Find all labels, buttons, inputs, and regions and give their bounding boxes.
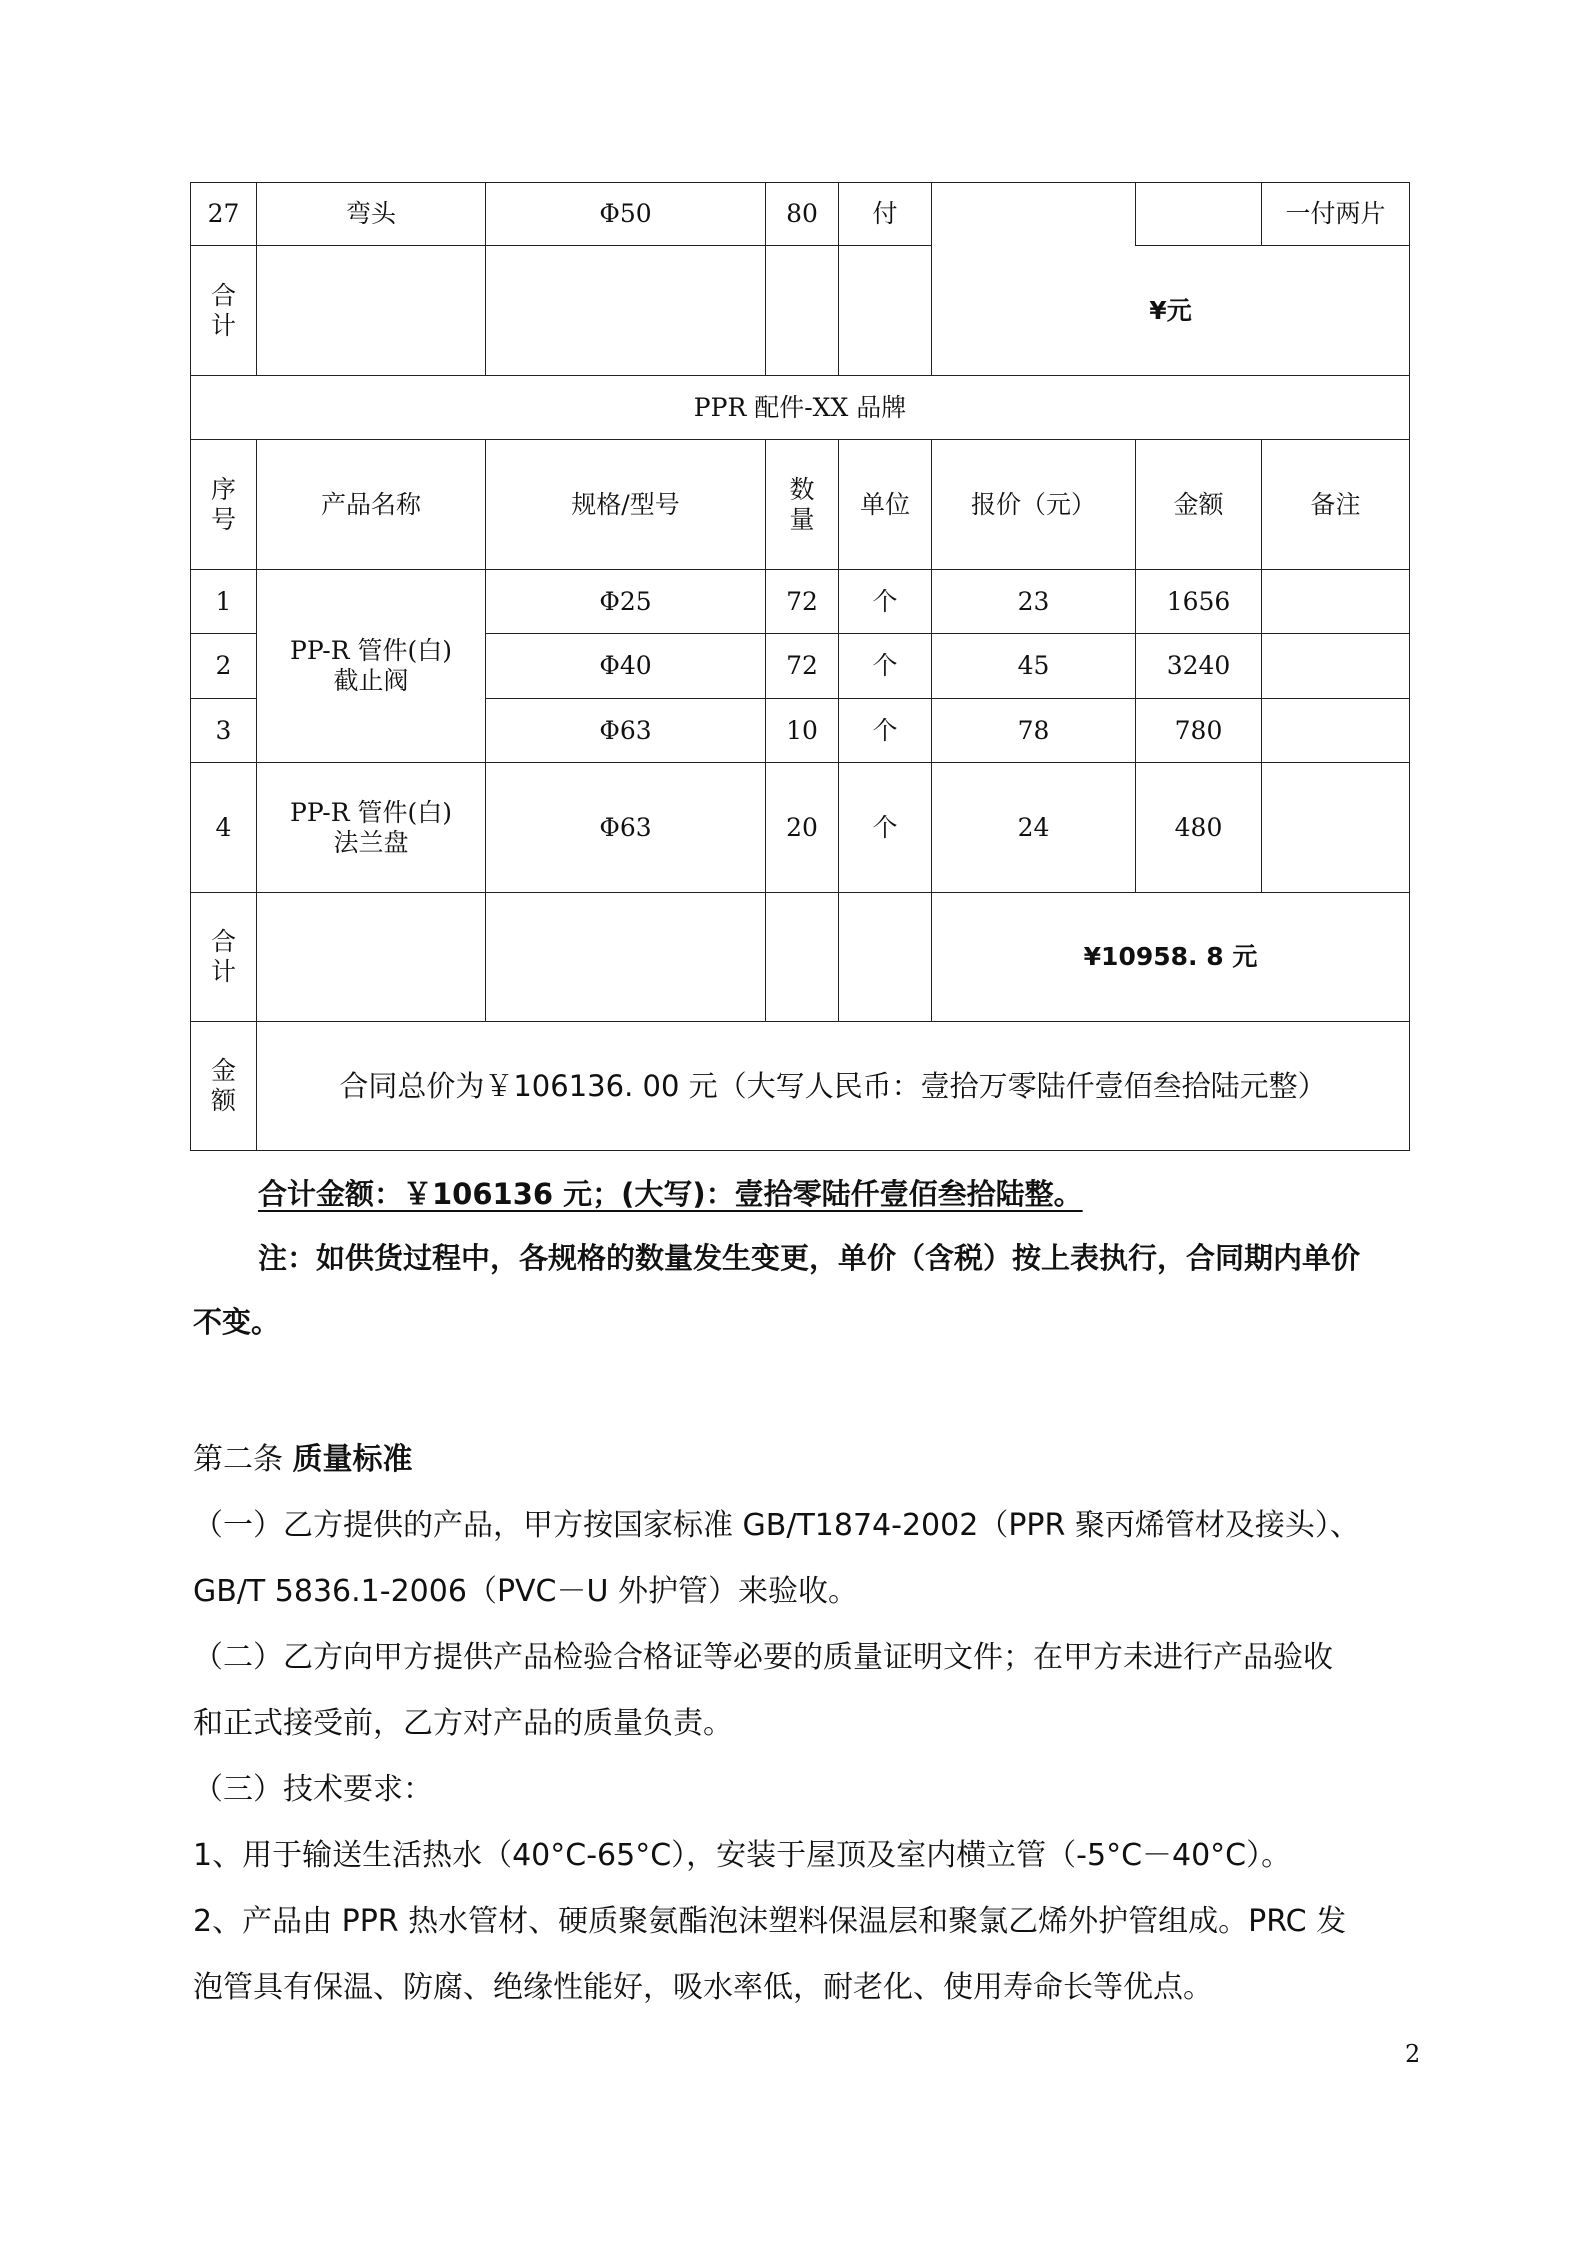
note-line-1: 注：如供货过程中，各规格的数量发生变更，单价（含税）按上表执行，合同期内单价	[258, 1241, 1361, 1275]
cell-unit: 付	[839, 183, 932, 246]
cell-qty: 80	[766, 183, 839, 246]
cell-amount: 780	[1136, 699, 1262, 763]
cell-remark	[1262, 570, 1410, 634]
section-title: PPR 配件-XX 品牌	[191, 376, 1410, 440]
header-amount: 金额	[1136, 440, 1262, 570]
subtotal-amount: ¥元	[932, 246, 1410, 376]
article-title: 质量标准	[292, 1442, 413, 1477]
subtotal-row	[191, 246, 1410, 376]
subtotal-label: 合 计	[191, 893, 257, 1022]
subtotal-amount: ¥10958. 8 元	[932, 893, 1410, 1022]
cell-no: 1	[191, 570, 257, 634]
article-number: 第二条	[193, 1442, 283, 1477]
cell-price	[932, 183, 1136, 246]
cell-price: 23	[932, 570, 1136, 634]
cell-price: 45	[932, 634, 1136, 699]
cell-amount	[1136, 183, 1262, 246]
cell-no: 2	[191, 634, 257, 699]
article-heading	[193, 1434, 1423, 1478]
cell-name: PP-R 管件(白) 法兰盘	[257, 763, 486, 893]
cell-name: 弯头	[257, 183, 486, 246]
paragraph-line: （一）乙方提供的产品，甲方按国家标准 GB/T1874-2002（PPR 聚丙烯管材及接头）、	[193, 1508, 1360, 1543]
cell-unit: 个	[839, 570, 932, 634]
cell-spec: Φ63	[486, 699, 766, 763]
subtotal-row	[191, 893, 1410, 1022]
summary-line: 合计金额：￥106136 元；(大写)：壹拾零陆仟壹佰叁拾陆整。	[258, 1177, 1083, 1211]
header-name: 产品名称	[257, 440, 486, 570]
cell-spec: Φ63	[486, 763, 766, 893]
subtotal-label: 合 计	[191, 246, 257, 376]
cell-unit: 个	[839, 699, 932, 763]
total-label: 金 额	[191, 1022, 257, 1151]
cell-qty: 10	[766, 699, 839, 763]
cell-no: 4	[191, 763, 257, 893]
paragraph-line: （二）乙方向甲方提供产品检验合格证等必要的质量证明文件；在甲方未进行产品验收	[193, 1640, 1333, 1675]
table-row	[191, 183, 1410, 246]
paragraph-line: 和正式接受前，乙方对产品的质量负责。	[193, 1706, 733, 1741]
header-no: 序 号	[191, 440, 257, 570]
cell-qty: 20	[766, 763, 839, 893]
table-header-row	[191, 440, 1410, 570]
paragraph-line: 泡管具有保温、防腐、绝缘性能好，吸水率低，耐老化、使用寿命长等优点。	[193, 1970, 1213, 2005]
cell-spec: Φ25	[486, 570, 766, 634]
cell-remark	[1262, 763, 1410, 893]
table-row	[191, 570, 1410, 634]
paragraph-line: 2、产品由 PPR 热水管材、硬质聚氨酯泡沫塑料保温层和聚氯乙烯外护管组成。PRC 发	[193, 1904, 1347, 1939]
header-unit: 单位	[839, 440, 932, 570]
cell-remark	[1262, 699, 1410, 763]
cell-name-group: PP-R 管件(白) 截止阀	[257, 570, 486, 763]
note-line-2: 不变。	[193, 1305, 281, 1339]
cell-spec: Φ40	[486, 634, 766, 699]
section-title-row	[191, 376, 1410, 440]
header-spec: 规格/型号	[486, 440, 766, 570]
header-qty: 数 量	[766, 440, 839, 570]
header-remark: 备注	[1262, 440, 1410, 570]
page-number: 2	[1405, 2040, 1421, 2068]
cell-spec: Φ50	[486, 183, 766, 246]
total-row	[191, 1022, 1410, 1151]
paragraph-line: 1、用于输送生活热水（40°C-65°C），安装于屋顶及室内横立管（-5°C－40°C）。	[193, 1838, 1292, 1873]
cell-qty: 72	[766, 634, 839, 699]
cell-remark	[1262, 634, 1410, 699]
paragraph-line: GB/T 5836.1-2006（PVC－U 外护管）来验收。	[193, 1574, 858, 1609]
cell-price: 78	[932, 699, 1136, 763]
cell-amount: 1656	[1136, 570, 1262, 634]
header-price: 报价（元）	[932, 440, 1136, 570]
total-text: 合同总价为￥106136. 00 元（大写人民币：壹拾万零陆仟壹佰叁拾陆元整）	[257, 1022, 1410, 1151]
cell-no: 3	[191, 699, 257, 763]
table-row	[191, 763, 1410, 893]
cell-no: 27	[191, 183, 257, 246]
cell-remark: 一付两片	[1262, 183, 1410, 246]
product-table	[190, 182, 1410, 1151]
cell-amount: 480	[1136, 763, 1262, 893]
cell-price: 24	[932, 763, 1136, 893]
cell-qty: 72	[766, 570, 839, 634]
paragraph-line: （三）技术要求：	[193, 1772, 433, 1807]
cell-unit: 个	[839, 634, 932, 699]
cell-unit: 个	[839, 763, 932, 893]
cell-amount: 3240	[1136, 634, 1262, 699]
